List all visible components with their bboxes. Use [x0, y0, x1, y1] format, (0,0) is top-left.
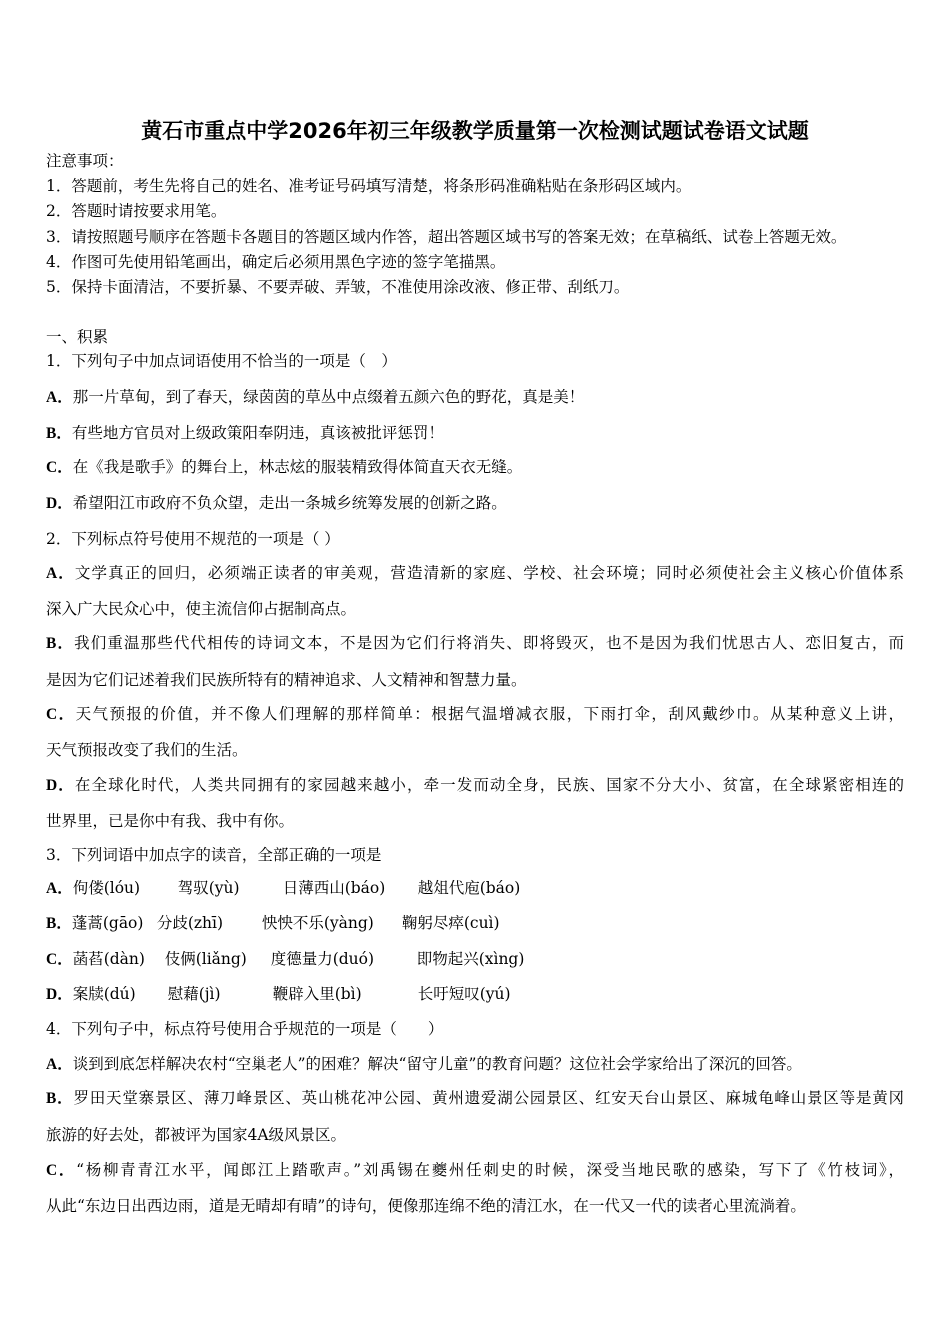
option [46, 913, 500, 934]
question-stem: 1．下列句子中加点词语使用不恰当的一项是（ ） [46, 352, 397, 370]
word: 伎俩(liǎng) [164, 950, 247, 968]
option-key: A． [46, 1056, 73, 1073]
option [46, 878, 520, 899]
option [46, 704, 904, 725]
notice-item: 2．答题时请按要求用笔。 [46, 202, 227, 220]
option-text: 世界里，已是你中有我、我中有你。 [46, 812, 295, 830]
word: 鞭辟入里(bì) [272, 985, 362, 1003]
option-text: 天气预报改变了我们的生活。 [46, 741, 248, 759]
notice-item: 3．请按照题号顺序在答题卡各题目的答题区域内作答，超出答题区域书写的答案无效；在草稿纸、试卷上答题无效。 [46, 228, 847, 246]
word: 慰藉(jì) [167, 985, 221, 1003]
option-text: 我们重温那些代代相传的诗词文本，不是因为它们行将消失、即将毁灭，也不是因为我们忧思古人、恋旧复古，而 [74, 634, 904, 652]
word: 度德量力(duó) [270, 950, 375, 968]
notice-heading: 注意事项： [46, 152, 124, 170]
word: 鞠躬尽瘁(cuì) [401, 914, 500, 932]
option-text: 谈到到底怎样解决农村“空巢老人”的困难？解决“留守儿童”的教育问题？这位社会学家给出了深沉的回答。 [72, 1055, 802, 1073]
notice-item: 1．答题前，考生先将自己的姓名、准考证号码填写清楚，将条形码准确粘贴在条形码区域内。 [46, 177, 692, 195]
option [46, 423, 444, 444]
word: 分歧(zhī) [156, 914, 224, 932]
option [46, 633, 904, 654]
option-text: 罗田天堂寨景区、薄刀峰景区、英山桃花冲公园、黄州遗爱湖公园景区、红安天台山景区、麻城龟峰山景区等是黄冈 [73, 1089, 904, 1107]
option-text: 旅游的好去处，都被评为国家4A级风景区。 [46, 1126, 347, 1144]
option-text: 在《我是歌手》的舞台上，林志炫的服装精致得体简直天衣无缝。 [72, 458, 523, 476]
section-heading: 一、积累 [46, 328, 109, 346]
option-text: 那一片草甸，到了春天，绿茵茵的草丛中点缀着五颜六色的野花，真是美！ [72, 388, 585, 406]
word: 驾驭(yù) [177, 879, 240, 897]
notice-item: 5．保持卡面清洁，不要折暴、不要弄破、弄皱，不准使用涂改液、修正带、刮纸刀。 [46, 278, 630, 296]
option-key: C． [46, 1162, 77, 1179]
option [46, 775, 904, 796]
option [46, 1160, 904, 1181]
word: 菡萏(dàn) [72, 950, 145, 968]
option-text: 是因为它们记述着我们民族所特有的精神追求、人文精神和智慧力量。 [46, 671, 527, 689]
word: 怏怏不乐(yàng) [261, 914, 374, 932]
option-key: B． [46, 425, 72, 442]
option [46, 387, 584, 408]
option [46, 1054, 802, 1075]
option-key: C． [46, 706, 76, 723]
word: 案牍(dú) [72, 985, 136, 1003]
option [46, 493, 507, 514]
option-text: 希望阳江市政府不负众望，走出一条城乡统筹发展的创新之路。 [72, 494, 507, 512]
word: 长吁短叹(yú) [417, 985, 511, 1003]
option-text: 天气预报的价值，并不像人们理解的那样简单：根据气温增减衣服，下雨打伞，刮风戴纱巾。从某种意义上讲， [75, 705, 904, 723]
option [46, 949, 524, 970]
option-key: C． [46, 459, 73, 476]
document-title: 黄石市重点中学2026年初三年级教学质量第一次检测试题试卷语文试题 [141, 119, 809, 143]
option-key: D． [46, 495, 73, 512]
option-text: 深入广大民众心中，使主流信仰占据制高点。 [46, 600, 357, 618]
question-stem: 4．下列句子中，标点符号使用合乎规范的一项是（ ） [46, 1020, 444, 1038]
option-key: B． [46, 915, 72, 932]
option-text: 在全球化时代，人类共同拥有的家园越来越小，牵一发而动全身，民族、国家不分大小、贫富，在全球紧密相连的 [74, 776, 904, 794]
option-text: “杨柳青青江水平，闻郎江上踏歌声。”刘禹锡在夔州任刺史的时候，深受当地民歌的感染，写下了《竹枝词》， [76, 1161, 904, 1179]
option [46, 984, 511, 1005]
option-key: A． [46, 565, 75, 582]
option-key: A． [46, 389, 73, 406]
word: 蓬蒿(gāo) [71, 914, 144, 932]
option-key: D． [46, 986, 73, 1003]
option-key: B． [46, 1090, 74, 1107]
option [46, 563, 904, 584]
option-text: 有些地方官员对上级政策阳奉阴违，真该被批评惩罚！ [71, 424, 444, 442]
option-text: 文学真正的回归，必须端正读者的审美观，营造清新的家庭、学校、社会环境；同时必须使社会主义核心价值体系 [74, 564, 904, 582]
option-key: A． [46, 880, 73, 897]
notice-item: 4．作图可先使用铅笔画出，确定后必须用黑色字迹的签字笔描黑。 [46, 253, 506, 271]
option-key: B． [46, 635, 75, 652]
question-stem: 2．下列标点符号使用不规范的一项是（ ） [46, 530, 340, 548]
option-key: C． [46, 951, 73, 968]
question-stem: 3．下列词语中加点字的读音，全部正确的一项是 [46, 846, 382, 864]
word: 日薄西山(báo) [282, 879, 386, 897]
option-key: D． [46, 777, 75, 794]
word: 越俎代庖(báo) [417, 879, 521, 897]
option-text: 从此“东边日出西边雨，道是无晴却有晴”的诗句，便像那连绵不绝的清江水，在一代又一代的读者心里流淌着。 [46, 1197, 806, 1215]
word: 佝偻(lóu) [72, 879, 141, 897]
option [46, 457, 522, 478]
word: 即物起兴(xìng) [416, 950, 525, 968]
option [46, 1088, 904, 1109]
